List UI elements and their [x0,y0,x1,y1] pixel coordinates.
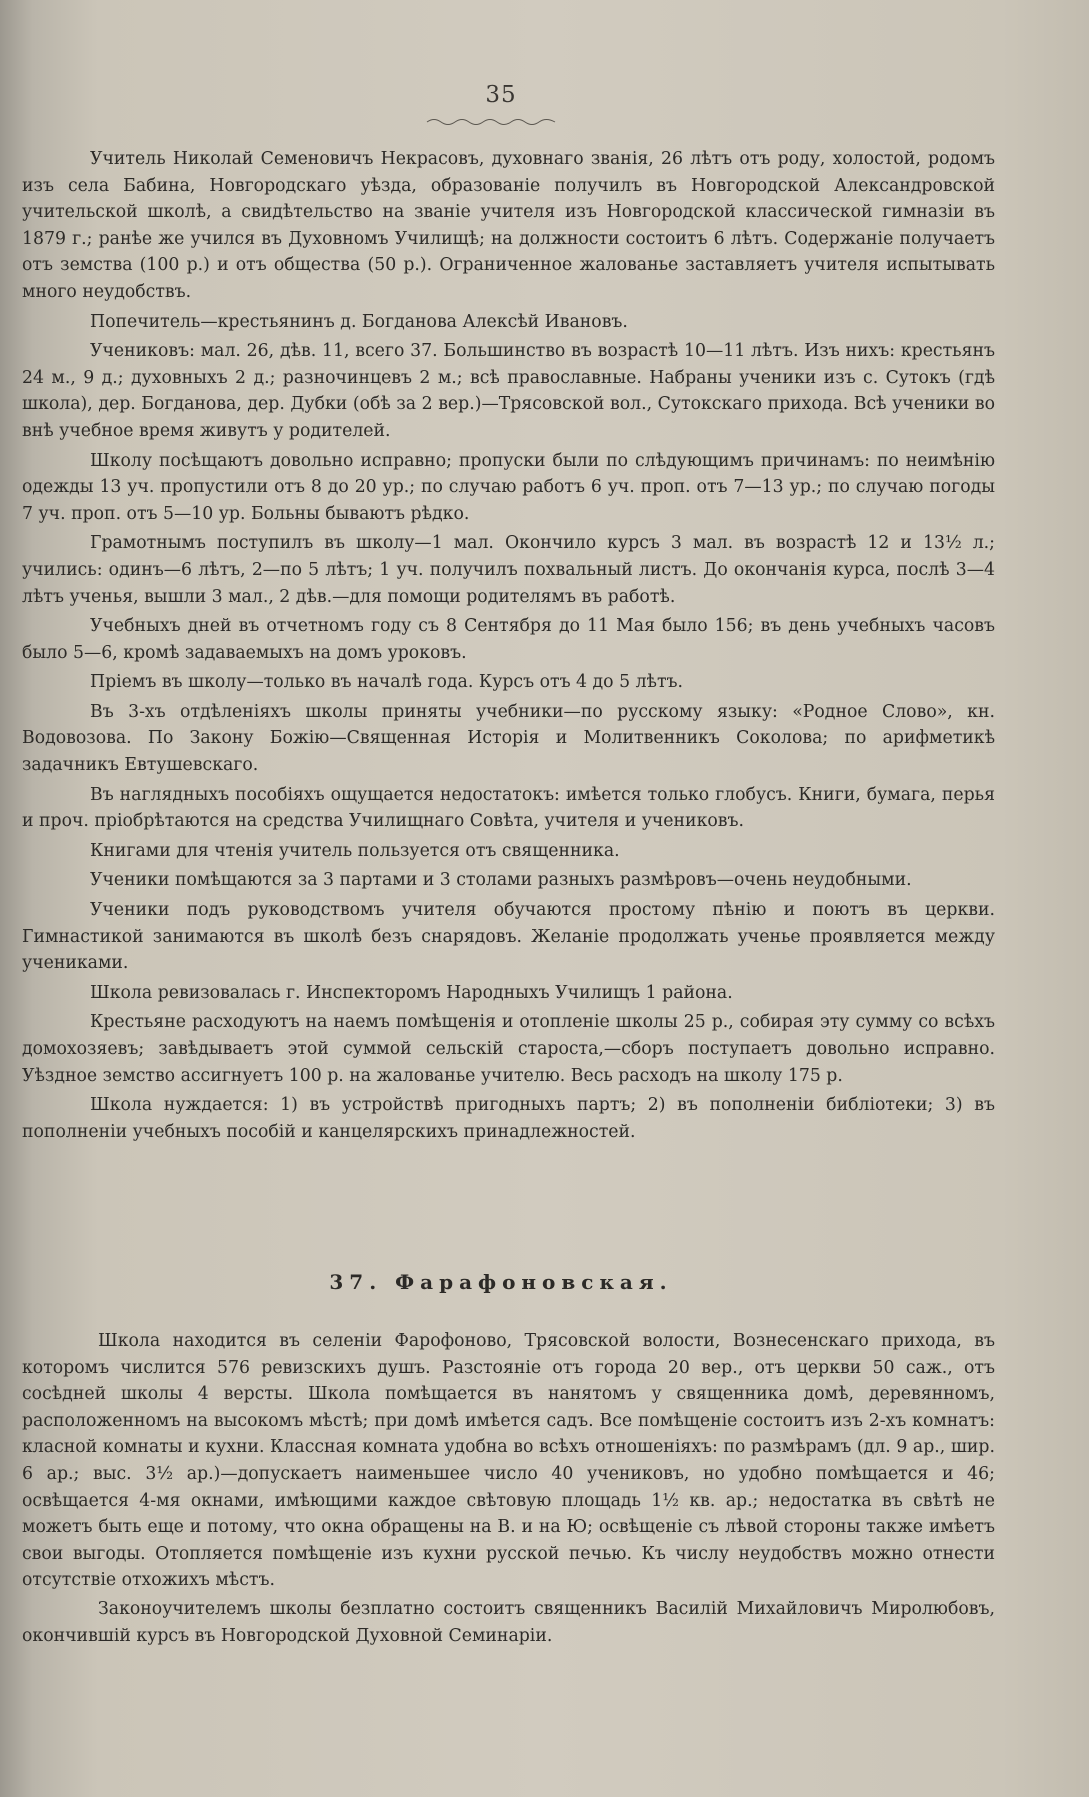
main-text-block [22,146,995,1148]
paragraph-school-location: Школа находится въ селеніи Фарофоново, Трясовской волости, Вознесенскаго прихода, въ которомъ числится 576 ревизскихъ душъ. Разстояніе отъ города 20 вер., отъ церкви 50 саж., отъ сосѣдней школы 4 версты. Школа помѣщается въ нанятомъ у священника домѣ, деревянномъ, расположенномъ на высокомъ мѣстѣ; при домѣ имѣется садъ. Все помѣщеніе состоитъ изъ 2-хъ комнатъ: класной комнаты и кухни. Классная комната удобна во всѣхъ отношеніяхъ: по размѣрамъ (дл. 9 ар., шир. 6 ар.; выс. 3½ ар.)—допускаетъ наименьшее число 40 учениковъ, но удобно помѣщается и 46; освѣщается 4-мя окнами, имѣющими каждое свѣтовую площадь 1½ кв. ар.; недостатка въ свѣтѣ не можетъ быть еще и потому, что окна обращены на В. и на Ю; освѣщеніе съ лѣвой стороны также имѣетъ свои выгоды. Отопляется помѣщеніе изъ кухни русской печью. Къ числу неудобствъ можно отнести отсутствіе отхожихъ мѣстъ. [22,1331,995,1591]
paragraph-expenses: Крестьяне расходуютъ на наемъ помѣщенія и отопленіе школы 25 р., собирая эту сумму со всѣхъ домохозяевъ; завѣдываетъ этой суммой сельскій староста,—сборъ поступаетъ довольно исправно. Уѣздное земство ассигнуетъ 100 р. на жалованье учителю. Весь расходъ на школу 175 р. [22,1012,995,1086]
paragraph-trustee: Попечитель—крестьянинъ д. Богданова Алексѣй Ивановъ. [90,311,628,332]
paragraph-graduates: Грамотнымъ поступилъ въ школу—1 мал. Окончило курсъ 3 мал. въ возрастѣ 12 и 13½ л.; учились: одинъ—6 лѣтъ, 2—по 5 лѣтъ; 1 уч. получилъ похвальный листъ. До окончанія курса, послѣ 3—4 лѣтъ ученья, вышли 3 мал., 2 дѣв.—для помощи родителямъ въ работѣ. [22,533,995,607]
paragraph-pupils: Учениковъ: мал. 26, дѣв. 11, всего 37. Большинство въ возрастѣ 10—11 лѣтъ. Изъ нихъ: крестьянъ 24 м., 9 д.; духовныхъ 2 д.; разночинцевъ 2 м.; всѣ православные. Набраны ученики изъ с. Сутокъ (гдѣ школа), дер. Богданова, дер. Дубки (обѣ за 2 вер.)—Трясовской вол., Сутокскаго прихода. Всѣ ученики во внѣ учебное время живутъ у родителей. [22,341,995,441]
section-heading: 37. Фарафоновская. [329,1270,673,1294]
paragraph-needs: Школа нуждается: 1) въ устройствѣ пригодныхъ партъ; 2) въ пополненіи библіотеки; 3) въ пополненіи учебныхъ пособій и канцелярскихъ принадлежностей. [22,1095,995,1142]
paragraph-teacher: Учитель Николай Семеновичъ Некрасовъ, духовнаго званія, 26 лѣтъ отъ роду, холостой, родомъ изъ села Бабина, Новгородскаго уѣзда, образованіе получилъ въ Новгородской Александровской учительской школѣ, а свидѣтельство на званіе учителя изъ Новгородской классической гимназіи въ 1879 г.; ранѣе же учился въ Духовномъ Училищѣ; на должности состоитъ 6 лѣтъ. Содержаніе получаетъ отъ земства (100 р.) и отъ общества (50 р.). Ограниченное жалованье заставляетъ учителя испытывать много неудобствъ. [22,149,995,302]
section-text-block [22,1328,995,1651]
paragraph-admission: Пріемъ въ школу—только въ началѣ года. Курсъ отъ 4 до 5 лѣтъ. [90,672,684,693]
paragraph-attendance: Школу посѣщаютъ довольно исправно; пропуски были по слѣдующимъ причинамъ: по неимѣнію одежды 13 уч. пропустили отъ 8 до 20 ур.; по случаю работъ 6 уч. проп. отъ 7—13 ур.; по случаю погоды 7 уч. проп. отъ 5—10 ур. Больны бываютъ рѣдко. [22,450,995,524]
paragraph-singing: Ученики подъ руководствомъ учителя обучаются простому пѣнію и поютъ въ церкви. Гимнастикой занимаются въ школѣ безъ снарядовъ. Желаніе продолжать ученье проявляется между учениками. [22,900,995,974]
paragraph-religion-teacher: Законоучителемъ школы безплатно состоитъ священникъ Василій Михайловичъ Миролюбовъ, окончившій курсъ въ Новгородской Духовной Семинаріи. [22,1598,995,1646]
header-ornament [425,116,557,126]
paragraph-inspection: Школа ревизовалась г. Инспекторомъ Народныхъ Училищъ 1 района. [90,982,733,1003]
paragraph-furniture: Ученики помѣщаются за 3 партами и 3 столами разныхъ размѣровъ—очень неудобными. [90,870,912,891]
paragraph-visual-aids: Въ наглядныхъ пособіяхъ ощущается недостатокъ: имѣется только глобусъ. Книги, бумага, перья и проч. пріобрѣтаются на средства Училищнаго Совѣта, учителя и учениковъ. [22,784,995,832]
paragraph-textbooks: Въ 3-хъ отдѣленіяхъ школы приняты учебники—по русскому языку: «Родное Слово», кн. Водовозова. По Закону Божію—Священная Исторія и Молитвенникъ Соколова; по арифметикѣ задачникъ Евтушевскаго. [22,701,995,776]
paragraph-reading-books: Книгами для чтенія учитель пользуется отъ священника. [90,840,620,861]
page-number: 35 [485,82,517,108]
paragraph-school-days: Учебныхъ дней въ отчетномъ году съ 8 Сентября до 11 Мая было 156; въ день учебныхъ часовъ было 5—6, кромѣ задаваемыхъ на домъ уроковъ. [22,616,995,663]
